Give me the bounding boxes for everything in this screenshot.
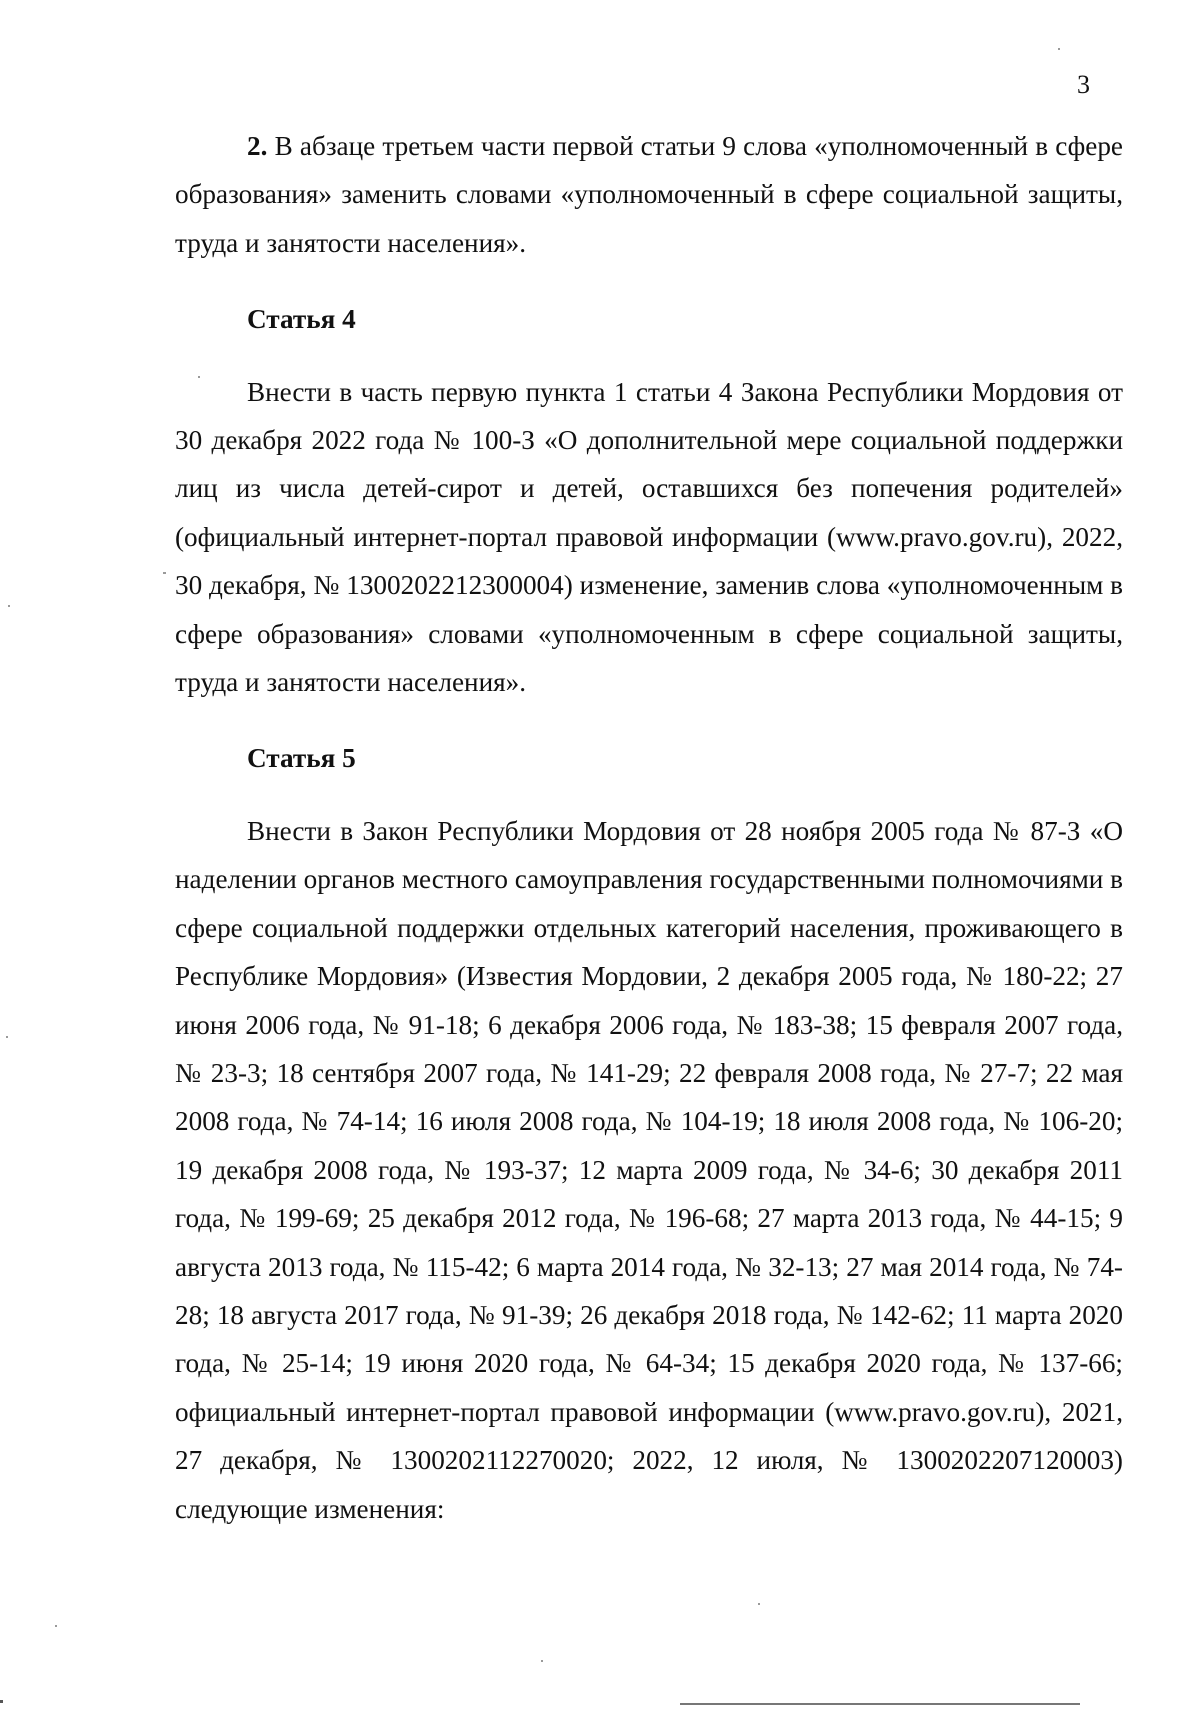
scan-speck — [541, 1660, 543, 1662]
article-4-body: Внести в часть первую пункта 1 статьи 4 Закона Республики Мордовия от 30 декабря 2022 года № 100-З «О дополнительной мере социальной поддержки лиц из числа детей-сирот и детей, оставшихся без попечения родителей» (официальный интернет-портал правовой информации (www.pravo.gov.ru), 2022, 30 декабря, № 1300202212300004) изменение, заменив слова «уполномоченным в сфере образования» словами «уполномоченным в сфере социальной защиты, труда и занятости населения». — [175, 376, 1123, 698]
scan-speck — [55, 1625, 57, 1627]
scan-speck — [0, 1700, 3, 1703]
scan-speck — [6, 1036, 8, 1038]
article-5-body: Внести в Закон Республики Мордовия от 28 ноября 2005 года № 87-З «О наделении органов местного самоуправления государственными полномочиями в сфере социальной поддержки отдельных категорий населения, проживающего в Республике Мордовия» (Известия Мордовии, 2 декабря 2005 года, № 180-22; 27 июня 2006 года, № 91-18; 6 декабря 2006 года, № 183-38; 15 февраля 2007 года, № 23-3; 18 сентября 2007 года, № 141-29; 22 февраля 2008 года, № 27-7; 22 мая 2008 года, № 74-14; 16 июля 2008 года, № 104-19; 18 июля 2008 года, № 106-20; 19 декабря 2008 года, № 193-37; 12 марта 2009 года, № 34-6; 30 декабря 2011 года, № 199-69; 25 декабря 2012 года, № 196-68; 27 марта 2013 года, № 44-15; 9 августа 2013 года, № 115-42; 6 марта 2014 года, № 32-13; 27 мая 2014 года, № 74-28; 18 августа 2017 года, № 91-39; 26 декабря 2018 года, № 142-62; 11 марта 2020 года, № 25-14; 19 июня 2020 года, № 64-34; 15 декабря 2020 года, № 137-66; официальный интернет-портал правовой информации (www.pravo.gov.ru), 2021, 27 декабря, № 1300202112270020; 2022, 12 июля, № 1300202207120003) следующие изменения: — [175, 815, 1123, 1524]
scan-speck — [163, 572, 166, 574]
article-5-heading: Статья 5 — [247, 743, 356, 774]
document-body — [175, 122, 1123, 1533]
page-number: 3 — [1077, 70, 1090, 99]
scan-speck — [8, 605, 10, 607]
bottom-scan-line — [680, 1703, 1080, 1705]
article-4-heading: Статья 4 — [247, 304, 356, 335]
scan-speck — [198, 376, 200, 378]
scan-speck — [758, 1603, 760, 1605]
clause-2-text: В абзаце третьем части первой статьи 9 слова «уполномоченный в сфере образования» заменить словами «уполномоченный в сфере социальной защиты, труда и занятости населения». — [175, 131, 1123, 258]
clause-2-paragraph — [175, 122, 1123, 267]
clause-2-number: 2. — [247, 131, 268, 161]
scan-speck — [1058, 48, 1060, 50]
